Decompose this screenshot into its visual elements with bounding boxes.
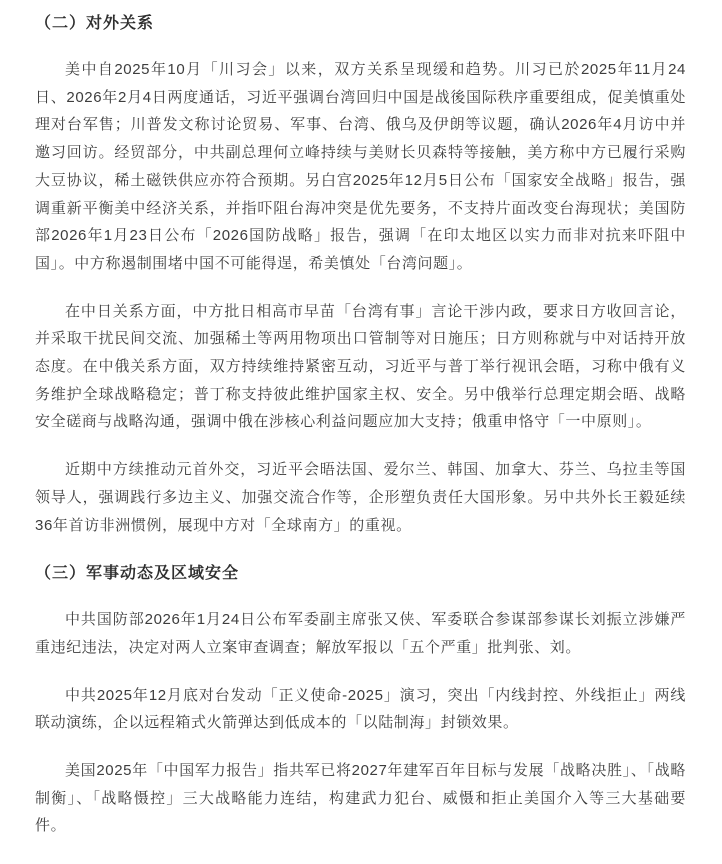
paragraph-defense-ministry-investigation: 中共国防部2026年1月24日公布军委副主席张又侠、军委联合参谋部参谋长刘振立涉嫌严重违纪违法，决定对两人立案审查调查；解放军报以「五个严重」批判张、刘。 (35, 611, 686, 656)
paragraph-head-of-state-diplomacy: 近期中方续推动元首外交，习近平会晤法国、爱尔兰、韩国、加拿大、芬兰、乌拉圭等国领导人，强调践行多边主义、加强交流合作等，企形塑负责任大国形象。另中共外长王毅延续36年首访非洲惯例，展现中方对「全球南方」的重视。 (35, 461, 686, 534)
section-heading-foreign-relations: （二）对外关系 (35, 15, 155, 32)
paragraph-us-china: 美中自2025年10月「川习会」以来，双方关系呈现缓和趋势。川习已於2025年11月24日、2026年2月4日两度通话，习近平强调台湾回归中国是战後国际秩序重要组成，促美慎重处理对台军售；川普发文称讨论贸易、军事、台湾、俄乌及伊朗等议题，确认2026年4月访中并邀习回访。经贸部分，中共副总理何立峰持续与美财长贝森特等接触，美方称中方已履行采购大豆协议，稀土磁铁供应亦符合预期。另白宫2025年12月5日公布「国家安全战略」报告，强调重新平衡美中经济关系，并指吓阻台海冲突是优先要务，不支持片面改变台海现状；美国防部2026年1月23日公布「2026国防战略」报告，强调「在印太地区以实力而非对抗来吓阻中国」。中方称遏制围堵中国不可能得逞，希美慎处「台湾问题」。 (35, 61, 686, 272)
paragraph-china-military-power-report: 美国2025年「中国军力报告」指共军已将2027年建军百年目标与发展「战略决胜」、「战略制衡」、「战略慑控」三大战略能力连结，构建武力犯台、威慑和拒止美国介入等三大基础要件。 (35, 762, 686, 835)
paragraph-exercise-justice-mission: 中共2025年12月底对台发动「正义使命-2025」演习，突出「内线封控、外线拒止」两线联动演练，企以远程箱式火箭弹达到低成本的「以陆制海」封锁效果。 (35, 686, 686, 732)
paragraph-japan-russia: 在中日关系方面，中方批日相高市早苗「台湾有事」言论干涉内政，要求日方收回言论，并采取干扰民间交流、加强稀土等两用物项出口管制等对日施压；日方则称就与中对话持开放态度。在中俄关系方面，双方持续维持紧密互动，习近平与普丁举行视讯会晤，习称中俄有义务维护全球战略稳定；普丁称支持彼此维护国家主权、安全。另中俄举行总理定期会晤、战略安全磋商与战略沟通，强调中俄在涉核心利益问题应加大支持；俄重申恪守「一中原则」。 (35, 302, 686, 431)
section-heading-military-security: （三）军事动态及区域安全 (35, 565, 240, 583)
